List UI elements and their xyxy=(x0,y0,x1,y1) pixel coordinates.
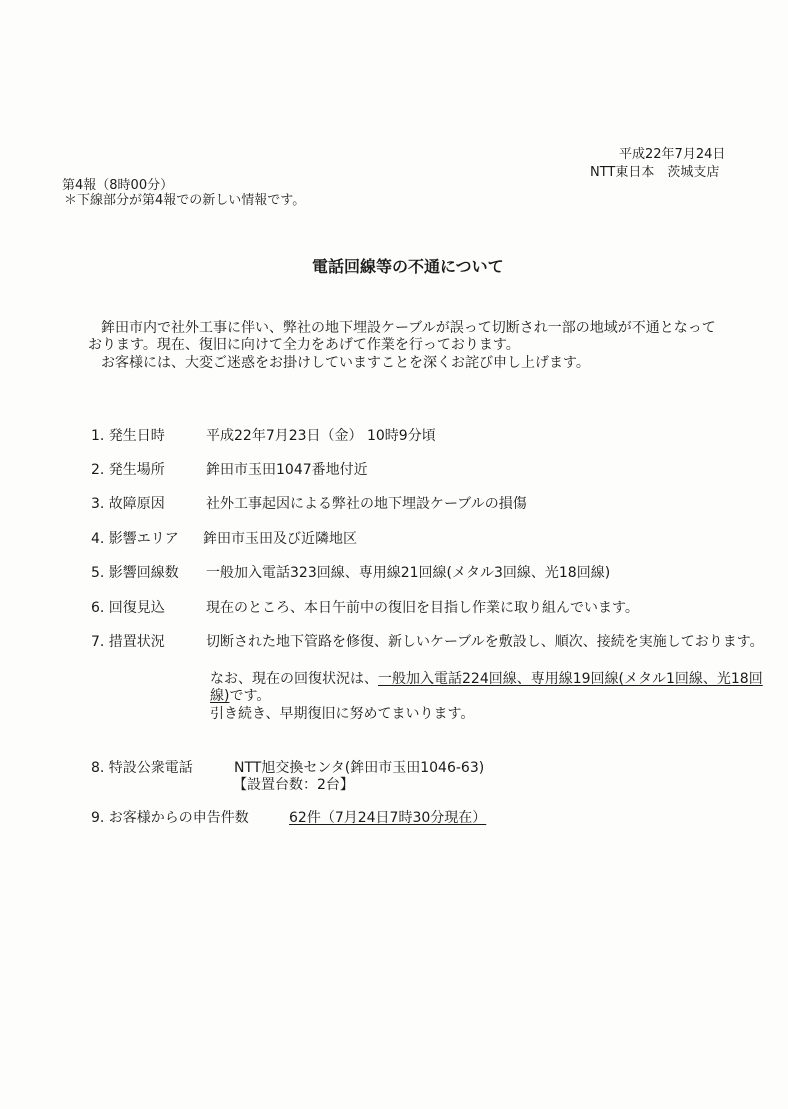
intro-line-2: おります。現在、復旧に向けて全力をあげて作業を行っております。 xyxy=(88,337,520,353)
item-label: 5. 影響回線数 xyxy=(91,565,179,581)
status-note-suffix: です。 xyxy=(229,688,271,704)
underline-note: ＊下線部分が第4報での新しい情報です。 xyxy=(64,193,306,208)
item-value: 鉾田市玉田1047番地付近 xyxy=(206,462,368,478)
item-value: 一般加入電話323回線、専用線21回線(メタル3回線、光18回線) xyxy=(206,565,611,581)
document-title: 電話回線等の不通について xyxy=(312,257,504,276)
issuer-name: NTT東日本 茨城支店 xyxy=(590,165,720,180)
intro-line-1: 鉾田市内で社外工事に伴い、弊社の地下埋設ケーブルが誤って切断され一部の地域が不通となって xyxy=(101,320,716,336)
item-value: 切断された地下管路を修復、新しいケーブルを敷設し、順次、接続を実施しております。 xyxy=(206,634,764,650)
item-label: 3. 故障原因 xyxy=(91,496,165,512)
status-note-prefix: なお、現在の回復状況は、 xyxy=(210,671,378,687)
phone-count: 【設置台数：2台】 xyxy=(233,777,354,793)
item-label: 7. 措置状況 xyxy=(91,634,165,650)
item-label: 6. 回復見込 xyxy=(91,600,165,616)
item-label: 4. 影響エリア xyxy=(91,531,179,547)
item-label: 1. 発生日時 xyxy=(91,428,165,444)
intro-line-3: お客様には、大変ご迷惑をお掛けしていますことを深くお詫び申し上げます。 xyxy=(101,355,590,371)
status-note-line-2 xyxy=(210,688,270,705)
status-note-underlined-2: 線) xyxy=(210,688,230,704)
report-count: 62件（7月24日7時30分現在） xyxy=(289,810,487,826)
item-label: 8. 特設公衆電話 xyxy=(91,760,193,776)
status-note-line-3: 引き続き、早期復旧に努めてまいります。 xyxy=(210,706,475,722)
item-value: 社外工事起因による弊社の地下埋設ケーブルの損傷 xyxy=(206,496,527,512)
issue-date: 平成22年7月24日 xyxy=(619,147,726,162)
status-note-line-1 xyxy=(210,671,763,688)
status-note-underlined-1: 一般加入電話224回線、専用線19回線(メタル1回線、光18回 xyxy=(378,671,763,687)
item-value: 現在のところ、本日午前中の復旧を目指し作業に取り組んでいます。 xyxy=(206,600,639,616)
item-value: 平成22年7月23日（金） 10時9分頃 xyxy=(206,428,436,444)
item-value: 鉾田市玉田及び近隣地区 xyxy=(203,531,357,547)
item-value: NTT旭交換センタ(鉾田市玉田1046-63) xyxy=(234,760,485,776)
report-number: 第4報（8時00分） xyxy=(62,178,174,193)
item-label: 2. 発生場所 xyxy=(91,462,165,478)
item-label: 9. お客様からの申告件数 xyxy=(91,810,249,826)
